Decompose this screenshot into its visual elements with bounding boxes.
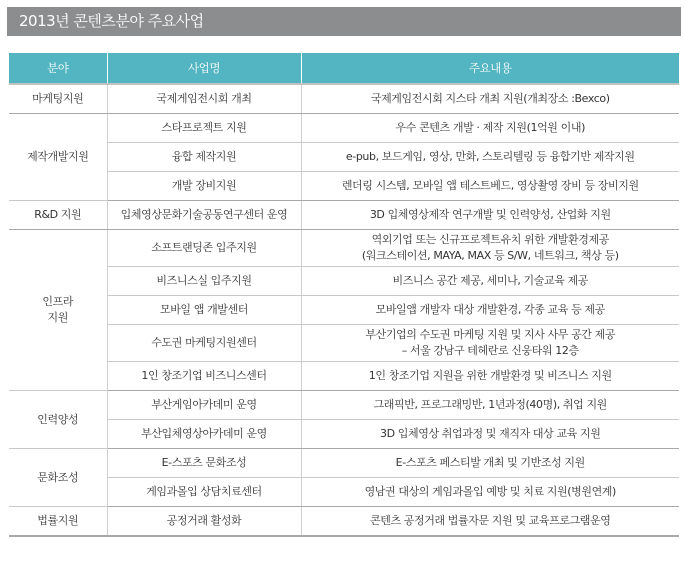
- content-line: 역외기업 또는 신규프로젝트유치 위한 개발환경제공: [371, 233, 609, 246]
- category-label: 마케팅지원: [32, 92, 84, 105]
- category-label: 지원: [47, 311, 68, 324]
- project-name-cell: 게임과몰입 상담치료센터: [107, 478, 301, 507]
- content-cell: [301, 296, 679, 325]
- content-cell: [301, 201, 679, 230]
- category-label: 인력양성: [37, 412, 79, 426]
- table-header-row: [9, 53, 679, 84]
- content-cell: [301, 84, 679, 114]
- content-cell: [301, 143, 679, 172]
- table-row: [9, 296, 679, 325]
- content-cell: [301, 172, 679, 201]
- content-line: 비즈니스 공간 제공, 세미나, 기술교육 제공: [392, 274, 589, 287]
- content-line: e-pub, 보드게임, 영상, 만화, 스토리텔링 등 융합기반 제작지원: [345, 150, 635, 163]
- content-line: 콘텐츠 공정거래 법률자문 지원 및 교육프로그램운영: [370, 514, 611, 527]
- project-name-cell: 공정거래 활성화: [107, 507, 301, 537]
- category-label: R&D 지원: [34, 208, 82, 221]
- content-cell: [301, 362, 679, 391]
- content-line: 우수 콘텐츠 개발 · 제작 지원(1억원 이내): [395, 121, 585, 134]
- header-category: 분야: [9, 53, 107, 84]
- content-line: 국제게임전시회 지스타 개최 지원(개최장소 :Bexco): [370, 92, 610, 105]
- content-line: 렌더링 시스템, 모바일 앱 테스트베드, 영상촬영 장비 등 장비지원: [341, 179, 639, 192]
- table-row: [9, 143, 679, 172]
- page-title: 2013년 콘텐츠분야 주요사업: [7, 7, 681, 36]
- table-row: [9, 172, 679, 201]
- table-body: [9, 84, 679, 536]
- table-row: [9, 267, 679, 296]
- content-cell: [301, 325, 679, 362]
- category-cell: [9, 201, 107, 230]
- table-row: [9, 114, 679, 143]
- content-cell: [301, 507, 679, 537]
- content-line: – 서울 강남구 테헤란로 신웅타워 12층: [401, 344, 579, 357]
- project-name-cell: 입체영상문화기술공동연구센터 운영: [107, 201, 301, 230]
- project-name-cell: 스타프로젝트 지원: [107, 114, 301, 143]
- content-cell: [301, 267, 679, 296]
- category-label: 제작개발지원: [27, 150, 89, 163]
- project-name-cell: 모바일 앱 개발센터: [107, 296, 301, 325]
- content-line: 3D 입체영상 취업과정 및 재직자 대상 교육 지원: [380, 427, 601, 440]
- project-name-cell: 비즈니스실 입주지원: [107, 267, 301, 296]
- category-label: 문화조성: [37, 470, 79, 484]
- category-cell: [9, 449, 107, 507]
- project-name-cell: E-스포츠 문화조성: [107, 449, 301, 478]
- table-row: [9, 449, 679, 478]
- content-line: 1인 창조기업 지원을 위한 개발환경 및 비즈니스 지원: [368, 369, 612, 382]
- table-row: [9, 201, 679, 230]
- content-cell: [301, 114, 679, 143]
- content-cell: [301, 449, 679, 478]
- table-row: [9, 84, 679, 114]
- project-name-cell: 개발 장비지원: [107, 172, 301, 201]
- category-label: 법률지원: [37, 514, 79, 527]
- table-row: [9, 325, 679, 362]
- content-line: 모바일앱 개발자 대상 개발환경, 각종 교육 등 제공: [375, 303, 605, 316]
- category-cell: [9, 391, 107, 449]
- table-row: [9, 362, 679, 391]
- content-cell: [301, 230, 679, 267]
- project-name-cell: 1인 창조기업 비즈니스센터: [107, 362, 301, 391]
- project-name-cell: 국제게임전시회 개최: [107, 84, 301, 114]
- table-row: [9, 391, 679, 420]
- category-label: 인프라: [42, 295, 74, 308]
- project-name-cell: 부산입체영상아카데미 운영: [107, 420, 301, 449]
- project-name-cell: 부산게임아카데미 운영: [107, 391, 301, 420]
- project-name-cell: 융합 제작지원: [107, 143, 301, 172]
- content-cell: [301, 478, 679, 507]
- content-cell: [301, 420, 679, 449]
- table-row: [9, 478, 679, 507]
- table-row: [9, 230, 679, 267]
- category-cell: [9, 507, 107, 537]
- content-line: 그래픽반, 프로그래밍반, 1년과정(40명), 취업 지원: [373, 398, 607, 411]
- header-project-name: 사업명: [107, 53, 301, 84]
- table-row: [9, 420, 679, 449]
- content-line: (워크스테이션, MAYA, MAX 등 S/W, 네트워크, 책상 등): [361, 249, 619, 262]
- project-name-cell: 소프트랜딩존 입주지원: [107, 230, 301, 267]
- category-cell: [9, 84, 107, 114]
- category-cell: [9, 114, 107, 201]
- projects-table: [9, 53, 679, 537]
- content-line: 부산기업의 수도권 마케팅 지원 및 지사 사무 공간 제공: [365, 328, 616, 341]
- header-main-content: 주요내용: [301, 53, 679, 84]
- content-line: 영남권 대상의 게임과몰입 예방 및 치료 지원(병원연계): [364, 485, 616, 498]
- table-row: [9, 507, 679, 537]
- category-cell: [9, 230, 107, 391]
- content-line: E-스포츠 페스티발 개최 및 기반조성 지원: [395, 456, 585, 469]
- project-name-cell: 수도권 마케팅지원센터: [107, 325, 301, 362]
- content-cell: [301, 391, 679, 420]
- content-line: 3D 입체영상제작 연구개발 및 인력양성, 산업화 지원: [369, 208, 611, 221]
